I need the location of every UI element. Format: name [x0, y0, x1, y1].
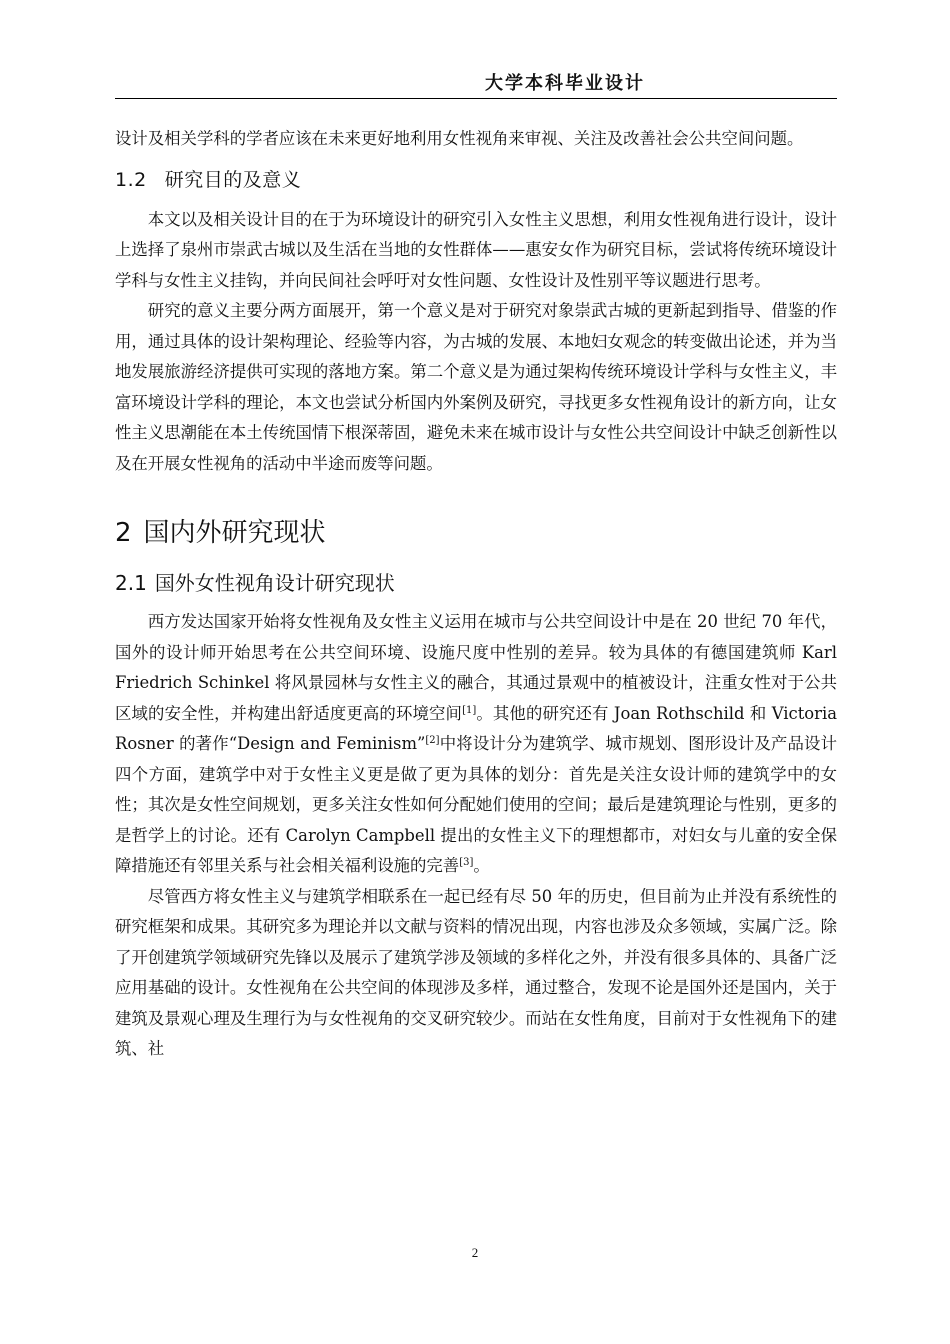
page-number: 2 [471, 1245, 479, 1260]
section-heading-1-2 [115, 165, 837, 195]
paragraph-text: 西方发达国家开始将女性视角及女性主义运用在城市与公共空间设计中是在 20 世纪 70 年代，国外的设计师开始思考在公共空间环境、设施尺度中性别的差异。较为具体的有德国建筑师 Karl Friedrich Schinkel 将风景园林与女性主义的融合，其通过景观中的植被设计，注重女性对于公共区域的安全性，并构建出舒适度更高的环境空间 [115, 612, 837, 723]
section-heading-2-1 [115, 567, 837, 599]
paragraph: 研究的意义主要分两方面展开，第一个意义是对于研究对象崇武古城的更新起到指导、借鉴的作用，通过具体的设计架构理论、经验等内容，为古城的发展、本地妇女观念的转变做出论述，并为当地发展旅游经济提供可实现的落地方案。第二个意义是为通过架构传统环境设计学科与女性主义，丰富环境设计学科的理论，本文也尝试分析国内外案例及研究，寻找更多女性视角设计的新方向，让女性主义思潮能在本土传统国情下根深蒂固，避免未来在城市设计与女性公共空间设计中缺乏创新性以及在开展女性视角的活动中半途而废等问题。 [115, 301, 837, 473]
section-number: 1.2 [115, 168, 147, 191]
chapter-title: 国内外研究现状 [143, 518, 326, 548]
intro-paragraph: 设计及相关学科的学者应该在未来更好地利用女性视角来审视、关注及改善社会公共空间问题。 [115, 129, 804, 148]
section-title: 国外女性视角设计研究现状 [154, 571, 395, 595]
section-title: 研究目的及意义 [164, 168, 302, 191]
chapter-heading-2 [115, 513, 837, 553]
section-number: 2.1 [115, 571, 147, 595]
header-divider [115, 98, 837, 99]
paragraph-text: 中将设计分为建筑学、城市规划、图形设计及产品设计四个方面，建筑学中对于女性主义更是做了更为具体的划分：首先是关注女设计师的建筑学中的女性；其次是女性空间规划，更多关注女性如何分配她们使用的空间；最后是建筑理论与性别，更多的是哲学上的讨论。还有 Carolyn Campbell 提出的女性主义下的理想都市，对妇女与儿童的安全保障措施还有邻里关系与社会相关福利设施的完善 [115, 734, 837, 875]
page-body [115, 124, 837, 1065]
paragraph: 本文以及相关设计目的在于为环境设计的研究引入女性主义思想，利用女性视角进行设计，设计上选择了泉州市崇武古城以及生活在当地的女性群体——惠安女作为研究目标，尝试将传统环境设计学科与女性主义挂钩，并向民间社会呼吁对女性问题、女性设计及性别平等议题进行思考。 [115, 209, 837, 290]
chapter-number: 2 [115, 518, 132, 548]
citation-link[interactable]: [3] [459, 857, 474, 868]
paragraph: 尽管西方将女性主义与建筑学相联系在一起已经有尽 50 年的历史，但目前为止并没有系统性的研究框架和成果。其研究多为理论并以文献与资料的情况出现，内容也涉及众多领域，实属广泛。除了开创建筑学领域研究先锋以及展示了建筑学涉及领域的多样化之外，并没有很多具体的、具备广泛应用基础的设计。女性视角在公共空间的体现涉及多样，通过整合，发现不论是国外还是国内，关于建筑及景观心理及生理行为与女性视角的交叉研究较少。而站在女性角度，目前对于女性视角下的建筑、社 [115, 886, 837, 1058]
paragraph-text: 。 [473, 856, 490, 875]
citation-link[interactable]: [1] [462, 704, 477, 716]
citation-link[interactable]: [2] [425, 735, 440, 746]
paragraph-text: 。其他的研究还有 Joan Rothschild 和 Victoria Rosner 的著作“Design and Feminism” [115, 703, 838, 753]
running-header-title: 大学本科毕业设计 [485, 73, 645, 94]
paragraph-with-citations [115, 607, 837, 882]
